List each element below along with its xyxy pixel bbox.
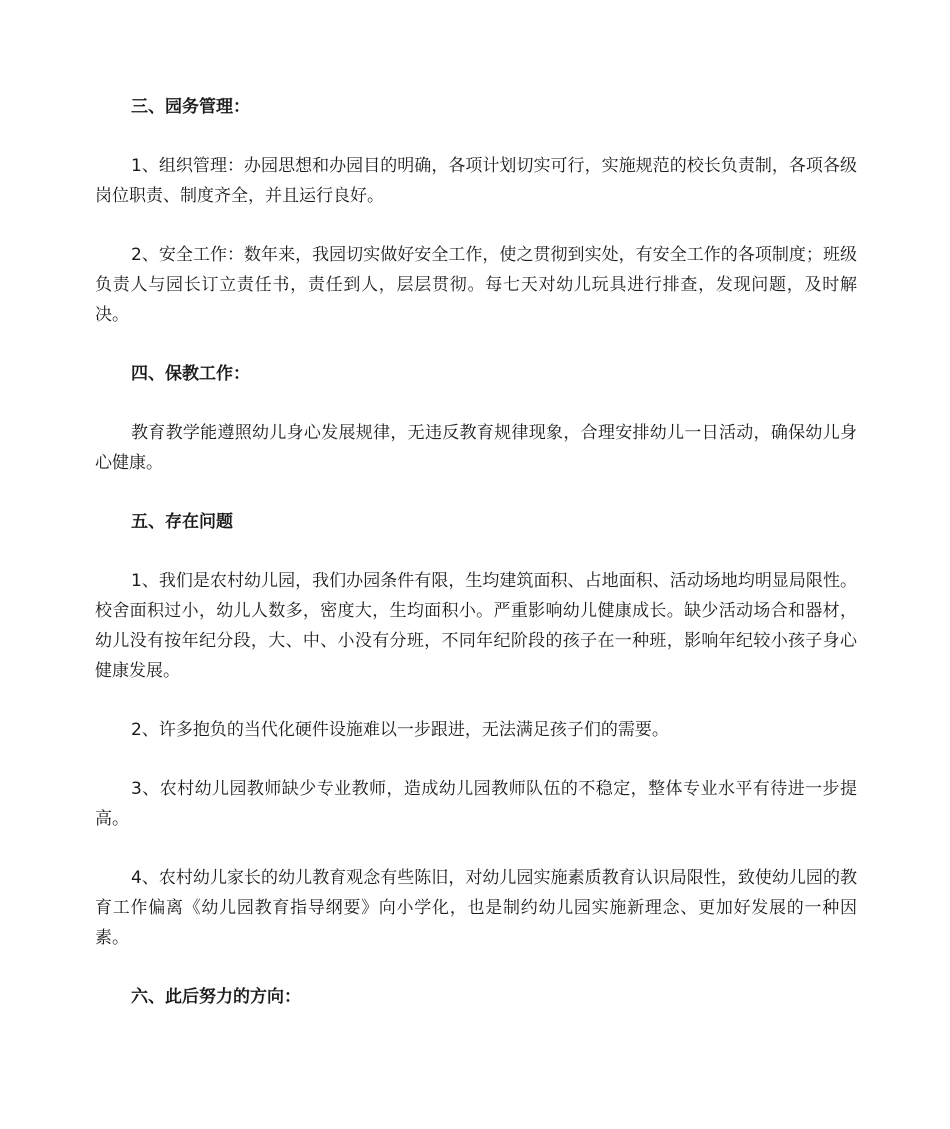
document-body xyxy=(95,92,857,1012)
paragraph-problem-1: 1、我们是农村幼儿园，我们办园条件有限，生均建筑面积、占地面积、活动场地均明显局限性。校舍面积过小，幼儿人数多，密度大，生均面积小。严重影响幼儿健康成长。缺少活动场合和器材，幼儿没有按年纪分段，大、中、小没有分班，不同年纪阶段的孩子在一种班，影响年纪较小孩子身心健康发展。 xyxy=(95,571,857,681)
section-heading-garden-management: 三、园务管理： xyxy=(131,97,250,117)
paragraph-problem-4: 4、农村幼儿家长的幼儿教育观念有些陈旧，对幼儿园实施素质教育认识局限性，致使幼儿园的教育工作偏离《幼儿园教育指导纲要》向小学化，也是制约幼儿园实施新理念、更加好发展的一种因素。 xyxy=(95,868,857,948)
section-heading-care-education: 四、保教工作： xyxy=(131,364,250,384)
paragraph-problem-3: 3、农村幼儿园教师缺少专业教师，造成幼儿园教师队伍的不稳定，整体专业水平有待进一步提高。 xyxy=(95,779,857,829)
paragraph-teaching: 教育教学能遵照幼儿身心发展规律，无违反教育规律现象，合理安排幼儿一日活动，确保幼儿身心健康。 xyxy=(95,423,857,473)
section-heading-future-direction: 六、此后努力的方向： xyxy=(131,987,301,1007)
paragraph-safety-work: 2、安全工作：数年来，我园切实做好安全工作，使之贯彻到实处，有安全工作的各项制度；班级负责人与园长订立责任书，责任到人，层层贯彻。每七天对幼儿玩具进行排查，发现问题，及时解决。 xyxy=(95,245,857,325)
section-heading-existing-problems: 五、存在问题 xyxy=(131,512,233,532)
paragraph-problem-2: 2、许多抱负的当代化硬件设施难以一步跟进，无法满足孩子们的需要。 xyxy=(131,720,669,740)
paragraph-organization-management: 1、组织管理：办园思想和办园目的明确，各项计划切实可行，实施规范的校长负责制，各项各级岗位职责、制度齐全，并且运行良好。 xyxy=(95,156,857,206)
